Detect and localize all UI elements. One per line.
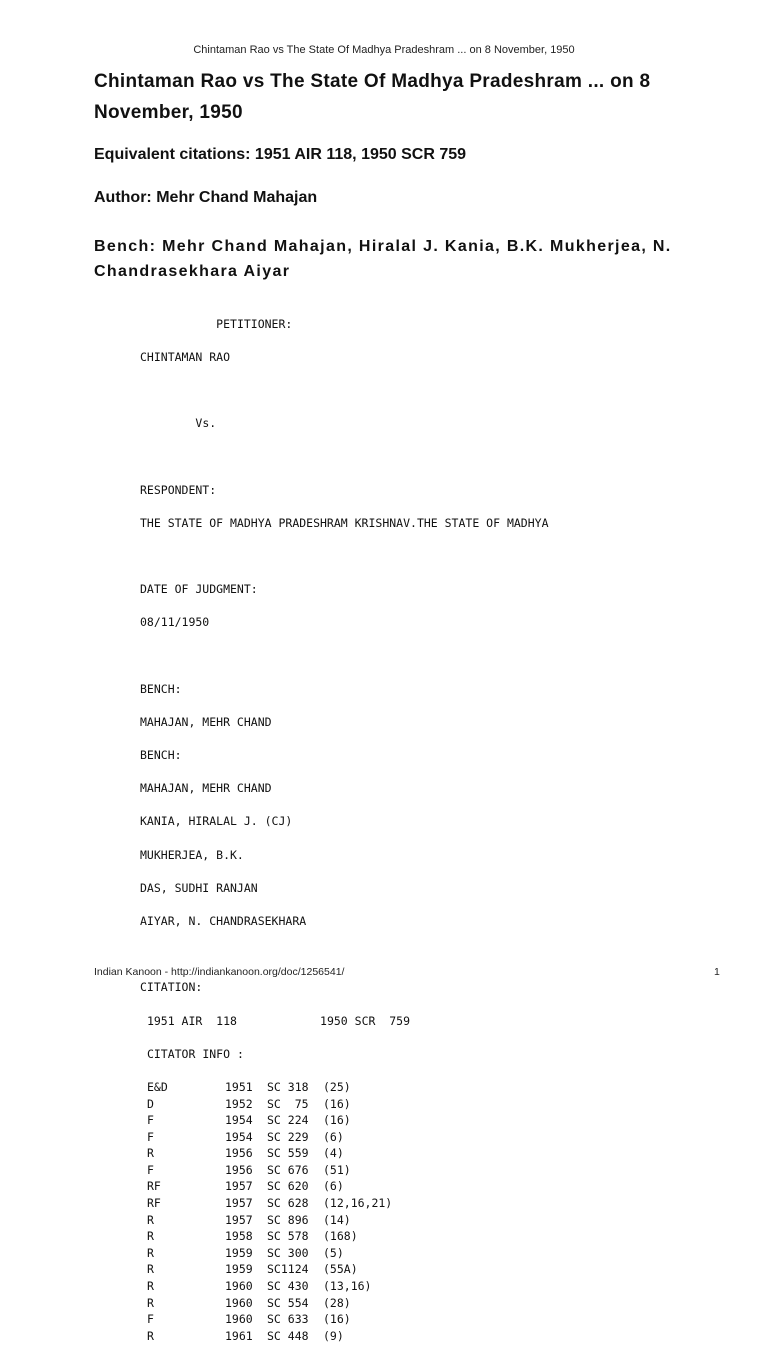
citator-row [140,1328,549,1345]
bench-line [94,234,734,284]
author-label: Author: [94,189,152,206]
citator-code: R [147,1212,154,1227]
citator-code: R [147,1279,154,1294]
citator-year: 1956 [225,1162,253,1177]
citator-code: RF [147,1179,161,1194]
citator-ref: SC 559 [267,1146,309,1161]
citator-ref: SC 620 [267,1179,309,1194]
petitioner-label: PETITIONER: [216,316,293,331]
citator-year: 1954 [225,1113,253,1128]
citator-code: R [147,1146,154,1161]
citations-value: 1951 AIR 118, 1950 SCR 759 [254,146,467,163]
citator-row [140,1145,549,1162]
citator-paras: (5) [323,1245,344,1260]
citator-paras: (6) [323,1129,344,1144]
bench-member: KANIA, HIRALAL J. (CJ) [140,814,293,829]
citation-label: CITATION: [140,980,203,995]
citation-line: 1951 AIR 118 1950 SCR 759 [146,1013,411,1028]
citator-code: F [147,1312,154,1327]
bench-label-pre-2: BENCH: [140,748,182,763]
citator-row [140,1245,549,1262]
bench-label-pre: BENCH: [140,681,182,696]
citator-paras: (16) [323,1096,351,1111]
citator-year: 1957 [225,1179,253,1194]
citator-ref: SC 318 [267,1079,309,1094]
author-value: Mehr Chand Mahajan [156,189,318,206]
citator-row [140,1195,549,1212]
running-header: Chintaman Rao vs The State Of Madhya Pradeshram ... on 8 November, 1950 [193,44,575,56]
citator-paras: (9) [323,1328,344,1343]
citator-code: F [147,1113,154,1128]
citator-paras: (28) [323,1295,351,1310]
date-of-judgment-label: DATE OF JUDGMENT: [140,582,258,597]
citator-year: 1951 [225,1079,253,1094]
bench-value: Mehr Chand Mahajan, Hiralal J. Kania, B.K. Mukherjea, N. Chandrasekhara Aiyar [94,238,672,280]
citator-ref: SC 676 [267,1162,309,1177]
judgment-preformatted-text [140,299,549,1361]
citations-label: Equivalent citations: [94,146,251,163]
citator-code: R [147,1262,154,1277]
citator-year: 1961 [225,1328,253,1343]
citator-ref: SC 448 [267,1328,309,1343]
citator-paras: (25) [323,1079,351,1094]
citator-paras: (6) [323,1179,344,1194]
citator-row [140,1162,549,1179]
footer-source: Indian Kanoon - http://indiankanoon.org/doc/1256541/ [94,966,345,978]
citator-row [140,1096,549,1113]
citator-paras: (16) [323,1312,351,1327]
page-number: 1 [714,966,720,978]
citator-row [140,1212,549,1229]
citator-paras: (55A) [323,1262,358,1277]
respondent-label: RESPONDENT: [140,482,217,497]
citator-year: 1960 [225,1312,253,1327]
citator-ref: SC 75 [267,1096,309,1111]
document-title: Chintaman Rao vs The State Of Madhya Pradeshram ... on 8 November, 1950 [94,71,651,123]
citator-year: 1959 [225,1262,253,1277]
citator-year: 1954 [225,1129,253,1144]
citator-paras: (168) [323,1229,358,1244]
citator-code: R [147,1328,154,1343]
citator-paras: (51) [323,1162,351,1177]
versus: Vs. [195,416,217,431]
citator-paras: (4) [323,1146,344,1161]
citator-year: 1959 [225,1245,253,1260]
bench-member: MAHAJAN, MEHR CHAND [140,781,272,796]
citator-row [140,1112,549,1129]
citator-ref: SC 554 [267,1295,309,1310]
citator-paras: (12,16,21) [323,1196,393,1211]
citator-year: 1960 [225,1295,253,1310]
citator-year: 1958 [225,1229,253,1244]
citator-paras: (13,16) [323,1279,372,1294]
equivalent-citations [94,146,466,164]
citator-row [140,1178,549,1195]
citator-year: 1952 [225,1096,253,1111]
citator-ref: SC 578 [267,1229,309,1244]
bench-first-member: MAHAJAN, MEHR CHAND [140,714,272,729]
respondent-value: THE STATE OF MADHYA PRADESHRAM KRISHNAV.THE STATE OF MADHYA [140,515,549,530]
citator-year: 1957 [225,1212,253,1227]
citator-code: F [147,1162,154,1177]
citator-code: F [147,1129,154,1144]
citator-row [140,1278,549,1295]
bench-member: DAS, SUDHI RANJAN [140,880,258,895]
citator-row [140,1228,549,1245]
citator-year: 1956 [225,1146,253,1161]
citator-ref: SC 224 [267,1113,309,1128]
citator-row [140,1129,549,1146]
bench-member: AIYAR, N. CHANDRASEKHARA [140,913,307,928]
citator-ref: SC 430 [267,1279,309,1294]
author-line [94,189,317,207]
citator-ref: SC 229 [267,1129,309,1144]
petitioner-value: CHINTAMAN RAO [140,349,231,364]
citator-row [140,1079,549,1096]
citator-ref: SC1124 [267,1262,309,1277]
bench-member: MUKHERJEA, B.K. [140,847,244,862]
citator-row [140,1295,549,1312]
citator-code: E&D [147,1079,168,1094]
citator-ref: SC 628 [267,1196,309,1211]
bench-label: Bench: [94,238,157,255]
citator-code: RF [147,1196,161,1211]
citator-paras: (16) [323,1113,351,1128]
citator-year: 1957 [225,1196,253,1211]
citator-ref: SC 896 [267,1212,309,1227]
citator-paras: (14) [323,1212,351,1227]
citator-code: R [147,1229,154,1244]
citator-code: D [147,1096,154,1111]
citator-table [140,1079,549,1345]
citator-row [140,1261,549,1278]
citator-code: R [147,1295,154,1310]
citator-ref: SC 300 [267,1245,309,1260]
date-of-judgment-value: 08/11/1950 [140,615,210,630]
citator-ref: SC 633 [267,1312,309,1327]
citator-info-label: CITATOR INFO : [146,1046,244,1061]
citator-row [140,1311,549,1328]
citator-code: R [147,1245,154,1260]
citator-year: 1960 [225,1279,253,1294]
